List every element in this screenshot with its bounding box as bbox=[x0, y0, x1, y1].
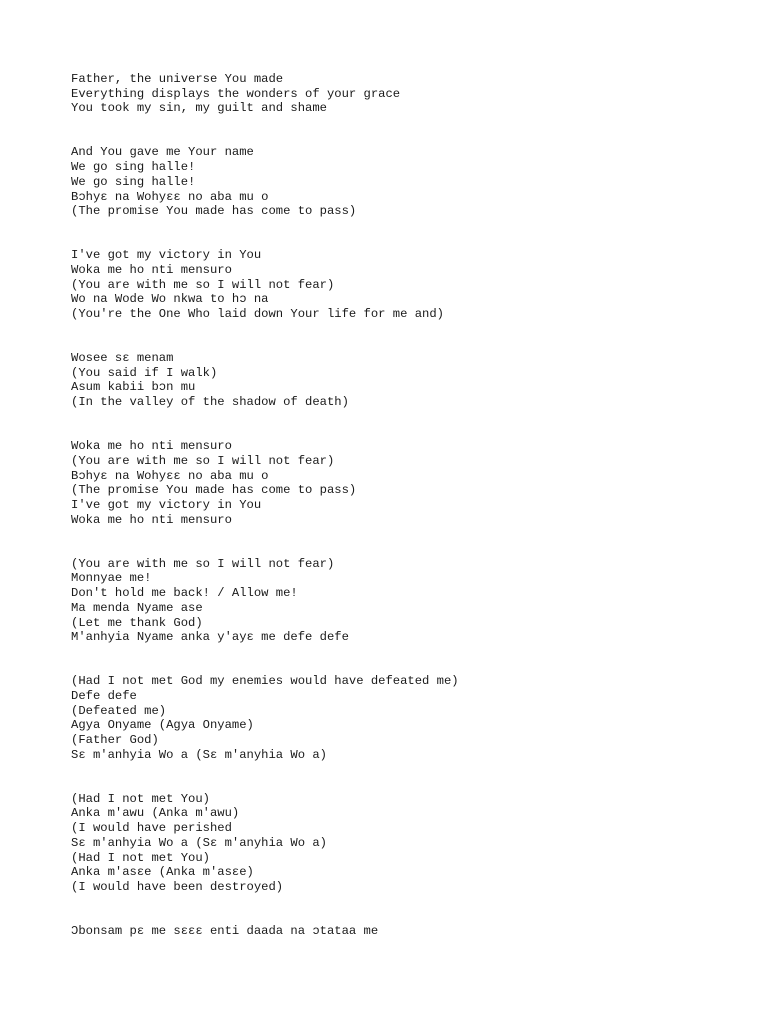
lyric-line: We go sing halle! bbox=[71, 174, 196, 189]
lyric-line: Bɔhyɛ na Wohyɛɛ no aba mu o bbox=[71, 468, 269, 483]
lyric-line: (The promise You made has come to pass) bbox=[71, 204, 357, 219]
lyric-line: I've got my victory in You bbox=[71, 248, 262, 263]
lyric-line: Monnyae me! bbox=[71, 571, 152, 586]
lyric-line: Ɔbonsam pɛ me sɛɛɛ enti daada na ɔtataa me bbox=[71, 924, 379, 938]
lyric-line: Wo na Wode Wo nkwa to hɔ na bbox=[71, 292, 269, 307]
stanza-gap bbox=[71, 895, 751, 924]
lyric-line: (You're the One Who laid down Your life for me and) bbox=[71, 307, 444, 322]
lyric-line: (You are with me so I will not fear) bbox=[71, 556, 335, 571]
stanza bbox=[71, 145, 751, 218]
lyric-line: (You said if I walk) bbox=[71, 365, 218, 380]
lyric-line: (Defeated me) bbox=[71, 703, 167, 718]
stanza-gap bbox=[71, 322, 751, 351]
lyric-line: Anka m'asɛe (Anka m'asɛe) bbox=[71, 865, 254, 880]
lyric-line: Sɛ m'anhyia Wo a (Sɛ m'anyhia Wo a) bbox=[71, 747, 327, 762]
stanza-gap bbox=[71, 410, 751, 439]
lyric-line: Agya Onyame (Agya Onyame) bbox=[71, 718, 254, 733]
lyric-line: Anka m'awu (Anka m'awu) bbox=[71, 806, 240, 821]
stanza bbox=[71, 674, 751, 762]
stanza-gap bbox=[71, 527, 751, 556]
lyric-line: (Had I not met You) bbox=[71, 850, 210, 865]
lyric-line: (You are with me so I will not fear) bbox=[71, 453, 335, 468]
stanza bbox=[71, 557, 751, 645]
lyric-line: And You gave me Your name bbox=[71, 145, 254, 160]
stanza-gap bbox=[71, 645, 751, 674]
lyric-line: M'anhyia Nyame anka y'ayɛ me defe defe bbox=[71, 630, 349, 645]
stanza-gap bbox=[71, 219, 751, 248]
stanza bbox=[71, 924, 751, 939]
lyric-line: Woka me ho nti mensuro bbox=[71, 262, 232, 277]
lyric-line: (Let me thank God) bbox=[71, 615, 203, 630]
lyric-line: Everything displays the wonders of your grace bbox=[71, 86, 401, 101]
lyric-line: Sɛ m'anhyia Wo a (Sɛ m'anyhia Wo a) bbox=[71, 835, 327, 850]
lyric-line: (Father God) bbox=[71, 733, 159, 748]
lyric-line: Father, the universe You made bbox=[71, 72, 284, 86]
stanza bbox=[71, 351, 751, 410]
lyrics-document bbox=[71, 72, 751, 939]
lyric-line: Don't hold me back! / Allow me! bbox=[71, 586, 298, 601]
lyric-line: We go sing halle! bbox=[71, 160, 196, 175]
lyric-line: I've got my victory in You bbox=[71, 498, 262, 512]
lyric-line: Wosee sɛ menam bbox=[71, 351, 174, 366]
lyric-line: (I would have perished bbox=[71, 821, 232, 836]
stanza bbox=[71, 439, 751, 527]
stanza bbox=[71, 72, 751, 116]
lyric-line: Defe defe bbox=[71, 688, 137, 703]
stanza bbox=[71, 792, 751, 895]
stanza-gap bbox=[71, 116, 751, 145]
lyric-line: (In the valley of the shadow of death) bbox=[71, 395, 349, 410]
lyric-line: (You are with me so I will not fear) bbox=[71, 277, 335, 292]
lyric-line: (The promise You made has come to pass) bbox=[71, 483, 357, 498]
lyric-line: Bɔhyɛ na Wohyɛɛ no aba mu o bbox=[71, 189, 269, 204]
lyric-line: (Had I not met You) bbox=[71, 791, 210, 806]
stanza-gap bbox=[71, 762, 751, 791]
lyric-line: (Had I not met God my enemies would have defeated me) bbox=[71, 674, 459, 689]
lyric-line: Woka me ho nti mensuro bbox=[71, 512, 232, 527]
lyric-line: (I would have been destroyed) bbox=[71, 879, 284, 894]
stanza bbox=[71, 248, 751, 321]
lyric-line: Ma menda Nyame ase bbox=[71, 600, 203, 615]
lyric-line: You took my sin, my guilt and shame bbox=[71, 101, 327, 116]
lyric-line: Woka me ho nti mensuro bbox=[71, 439, 232, 454]
lyric-line: Asum kabii bɔn mu bbox=[71, 380, 196, 395]
